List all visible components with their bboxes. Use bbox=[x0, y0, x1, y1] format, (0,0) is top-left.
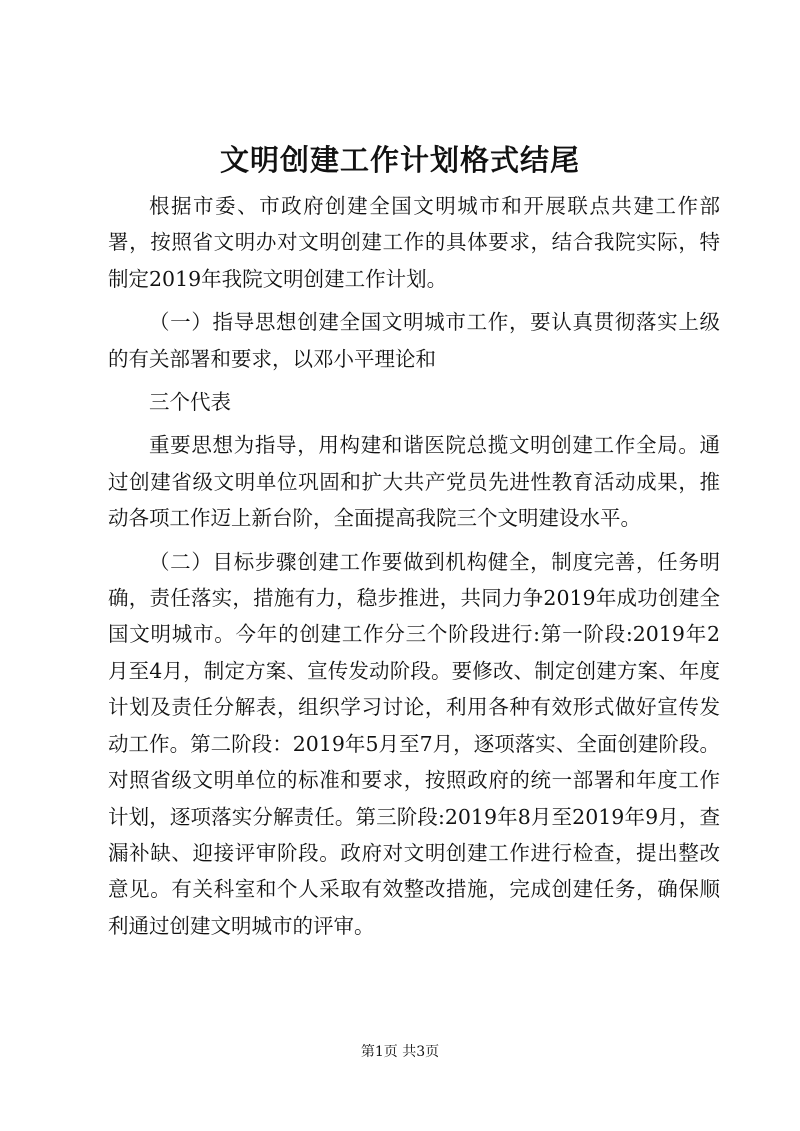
paragraph-three-represents: 三个代表 bbox=[149, 390, 231, 415]
paragraph-intro: 根据市委、市政府创建全国文明城市和开展联点共建工作部署，按照省文明办对文明创建工作的具体要求，结合我院实际，特制定2019年我院文明创建工作计划。 bbox=[108, 194, 720, 291]
paragraph-guiding-thought: （一）指导思想创建全国文明城市工作，要认真贯彻落实上级的有关部署和要求，以邓小平理论和 bbox=[108, 310, 720, 371]
paragraph-important-thought: 重要思想为指导，用构建和谐医院总揽文明创建工作全局。通过创建省级文明单位巩固和扩大共产党员先进性教育活动成果，推动各项工作迈上新台阶，全面提高我院三个文明建设水平。 bbox=[108, 433, 720, 531]
page-footer: 第1页 共3页 bbox=[360, 1044, 440, 1060]
document-title: 文明创建工作计划格式结尾 bbox=[219, 143, 580, 177]
paragraph-goals-steps: （二）目标步骤创建工作要做到机构健全，制度完善，任务明确，责任落实，措施有力，稳步推进，共同力争2019年成功创建全国文明城市。今年的创建工作分三个阶段进行:第一阶段:2019年2月至4月，制定方案、宣传发动阶段。要修改、制定创建方案、年度计划及责任分解表，组织学习讨论，利用各种有效形式做好宣传发动工作。第二阶段：2019年5月至7月，逐项落实、全面创建阶段。对照省级文明单位的标准和要求，按照政府的统一部署和年度工作计划，逐项落实分解责任。第三阶段:2019年8月至2019年9月，查漏补缺、迎接评审阶段。政府对文明创建工作进行检查，提出整改意见。有关科室和个人采取有效整改措施，完成创建任务，确保顺利通过创建文明城市的评审。 bbox=[108, 549, 720, 938]
document-body bbox=[108, 188, 720, 951]
